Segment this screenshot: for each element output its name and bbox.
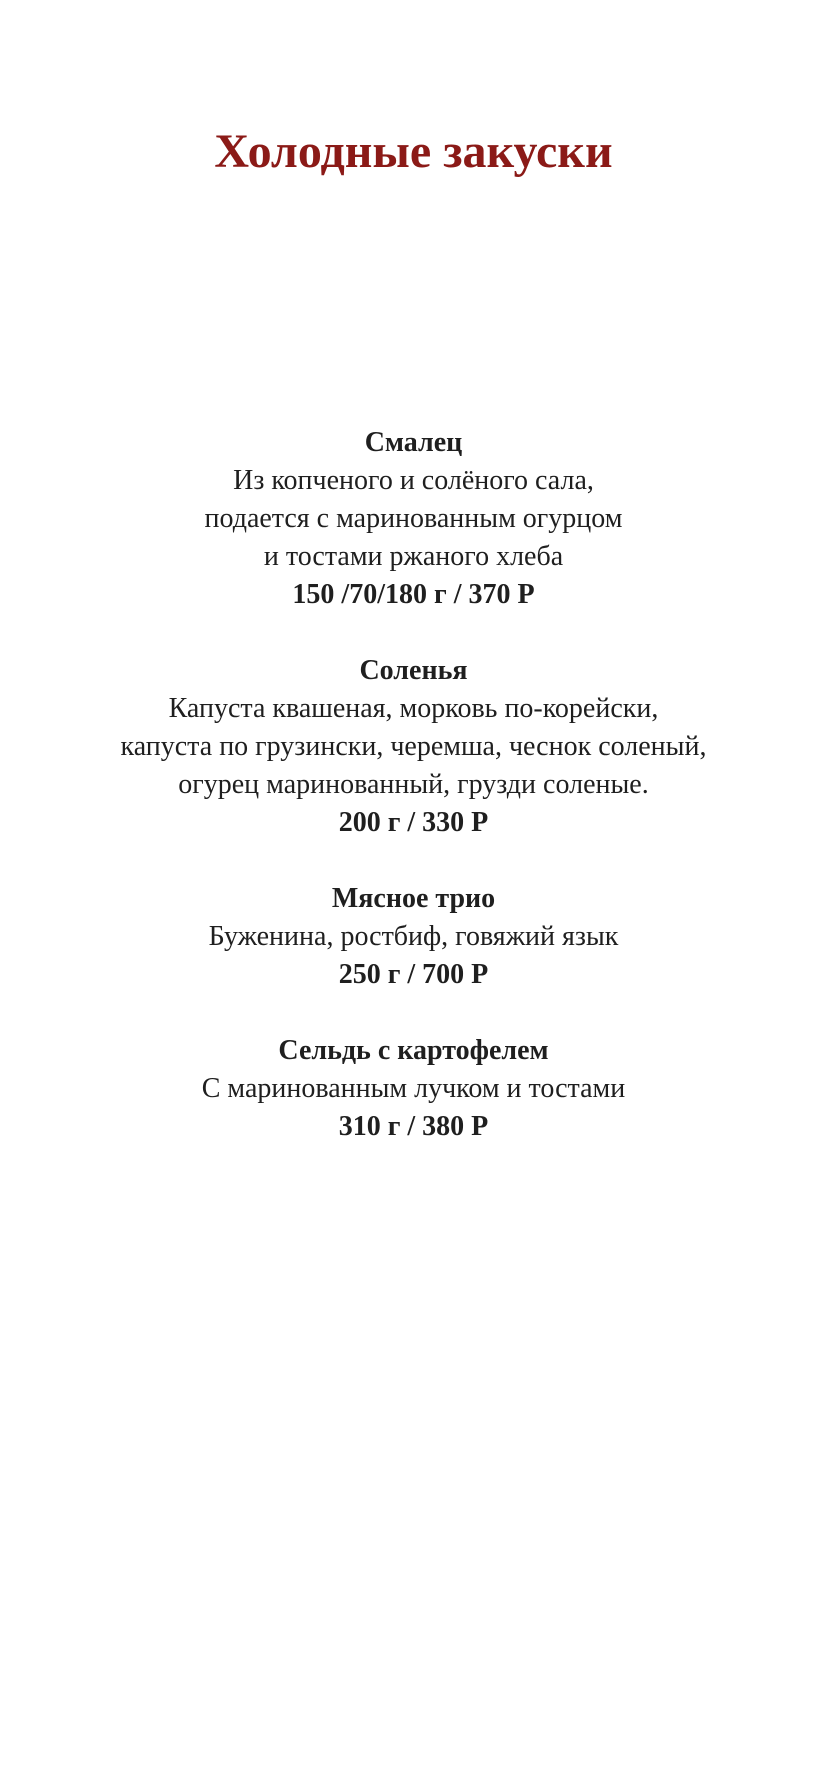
menu-item-name: Соленья bbox=[359, 655, 468, 686]
menu-item-name: Сельдь с картофелем bbox=[278, 1035, 549, 1066]
menu-item-price: 250 г / 700 Р bbox=[338, 959, 489, 990]
menu-item-solenya bbox=[0, 652, 827, 842]
menu-item-meat-trio bbox=[0, 880, 827, 994]
menu-list bbox=[0, 424, 827, 1184]
menu-item-description-line: Капуста квашеная, морковь по-корейски, bbox=[168, 693, 659, 724]
menu-item-description-line: Буженина, ростбиф, говяжий язык bbox=[208, 921, 619, 952]
menu-item-smalets bbox=[0, 424, 827, 614]
menu-item-description-line: подается с маринованным огурцом bbox=[204, 503, 623, 534]
menu-item-price: 310 г / 380 Р bbox=[338, 1111, 489, 1142]
menu-item-name: Смалец bbox=[364, 427, 463, 458]
menu-item-herring bbox=[0, 1032, 827, 1146]
page-title: Холодные закуски bbox=[214, 125, 613, 178]
menu-item-description-line: и тостами ржаного хлеба bbox=[263, 541, 564, 572]
menu-item-price: 200 г / 330 Р bbox=[338, 807, 489, 838]
menu-item-name: Мясное трио bbox=[331, 883, 496, 914]
menu-item-description-line: огурец маринованный, грузди соленые. bbox=[178, 769, 649, 800]
menu-item-description-line: С маринованным лучком и тостами bbox=[201, 1073, 626, 1104]
menu-item-price: 150 /70/180 г / 370 Р bbox=[292, 579, 535, 610]
menu-item-description-line: Из копченого и солёного сала, bbox=[233, 465, 594, 496]
menu-item-description-line: капуста по грузински, черемша, чеснок соленый, bbox=[120, 731, 707, 762]
